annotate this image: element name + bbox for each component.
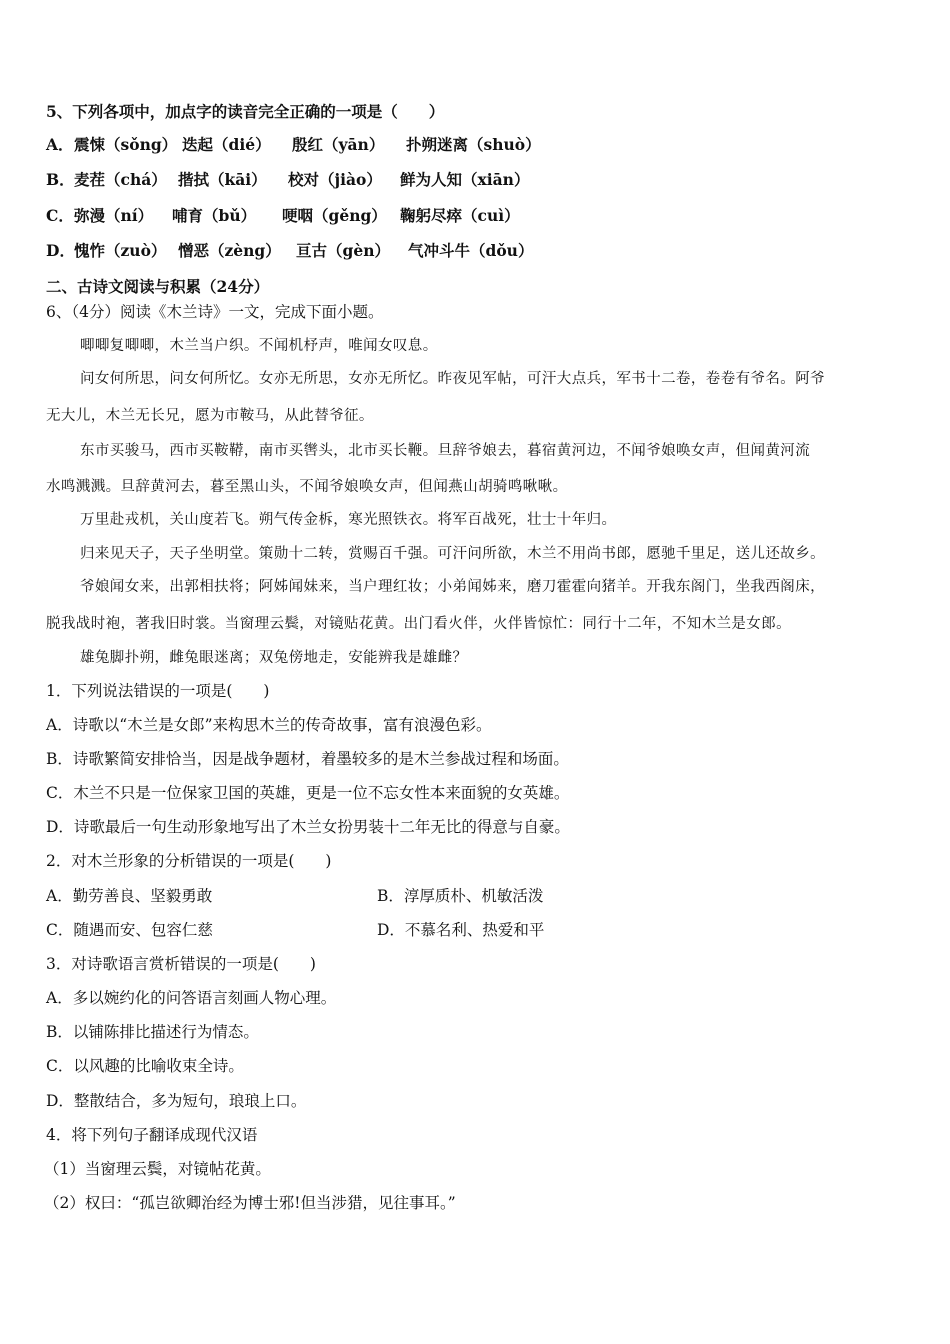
q5-option-a[interactable]: A． 震悚（sǒng） 迭起（dié） 殷红（yān） 扑朔迷离（shuò） bbox=[46, 135, 541, 154]
poem-line: 无大儿，木兰无长兄，愿为市鞍马，从此替爷征。 bbox=[46, 408, 374, 424]
q5-option-d[interactable]: D． 愧怍（zuò） 憎恶（zèng） 亘古（gèn） 气冲斗牛（dǒu） bbox=[46, 241, 534, 260]
poem-line: 唧唧复唧唧，木兰当户织。不闻机杼声，唯闻女叹息。 bbox=[80, 338, 438, 354]
sub4-item-2: （2）权曰：“孤岂欲卿治经为博士邪!但当涉猎，见往事耳。” bbox=[44, 1194, 456, 1212]
q5-option-b[interactable]: B． 麦茬（chá） 揩拭（kāi） 校对（jiào） 鲜为人知（xiān） bbox=[46, 170, 530, 189]
sub1-option-d[interactable]: D．诗歌最后一句生动形象地写出了木兰女扮男装十二年无比的得意与自豪。 bbox=[46, 818, 570, 836]
sub2-option-a[interactable]: A．勤劳善良、坚毅勇敢 bbox=[46, 887, 213, 905]
sub2-option-b[interactable]: B．淳厚质朴、机敏活泼 bbox=[377, 887, 544, 905]
poem-line: 水鸣溅溅。旦辞黄河去，暮至黑山头，不闻爷娘唤女声，但闻燕山胡骑鸣啾啾。 bbox=[46, 479, 568, 495]
sub2-option-d[interactable]: D．不慕名利、热爱和平 bbox=[377, 921, 545, 939]
sub1-option-c[interactable]: C．木兰不只是一位保家卫国的英雄，更是一位不忘女性本来面貌的女英雄。 bbox=[46, 784, 570, 802]
q6-stem: 6、（4分）阅读《木兰诗》一文，完成下面小题。 bbox=[46, 303, 384, 321]
poem-line: 归来见天子，天子坐明堂。策勋十二转，赏赐百千强。可汗问所欲，木兰不用尚书郎，愿驰千里足，送儿还故乡。 bbox=[80, 546, 825, 562]
sub2-stem: 2．对木兰形象的分析错误的一项是( ) bbox=[46, 852, 332, 870]
sub3-option-a[interactable]: A．多以婉约化的问答语言刻画人物心理。 bbox=[46, 989, 337, 1007]
poem-line: 雄兔脚扑朔，雌兔眼迷离；双兔傍地走，安能辨我是雄雌？ bbox=[80, 650, 468, 666]
poem-line: 爷娘闻女来，出郭相扶将；阿姊闻妹来，当户理红妆；小弟闻姊来，磨刀霍霍向猪羊。开我东阁门，坐我西阁床， bbox=[80, 579, 825, 595]
poem-line: 问女何所思，问女何所忆。女亦无所思，女亦无所忆。昨夜见军帖，可汗大点兵，军书十二卷，卷卷有爷名。阿爷 bbox=[80, 371, 825, 387]
sub3-option-d[interactable]: D．整散结合，多为短句，琅琅上口。 bbox=[46, 1092, 307, 1110]
sub1-option-b[interactable]: B．诗歌繁简安排恰当，因是战争题材，着墨较多的是木兰参战过程和场面。 bbox=[46, 750, 569, 768]
q5-stem: 5、下列各项中，加点字的读音完全正确的一项是（ ） bbox=[46, 102, 445, 121]
sub1-stem: 1．下列说法错误的一项是( ) bbox=[46, 682, 270, 700]
sub3-option-c[interactable]: C．以风趣的比喻收束全诗。 bbox=[46, 1057, 244, 1075]
sub3-option-b[interactable]: B．以铺陈排比描述行为情态。 bbox=[46, 1023, 259, 1041]
poem-line: 万里赴戎机，关山度若飞。朔气传金柝，寒光照铁衣。将军百战死，壮士十年归。 bbox=[80, 512, 617, 528]
sub1-option-a[interactable]: A．诗歌以“木兰是女郎”来构思木兰的传奇故事，富有浪漫色彩。 bbox=[46, 716, 492, 734]
sub2-option-c[interactable]: C．随遇而安、包容仁慈 bbox=[46, 921, 213, 939]
sub4-stem: 4．将下列句子翻译成现代汉语 bbox=[46, 1126, 258, 1144]
poem-line: 脱我战时袍，著我旧时裳。当窗理云鬓，对镜贴花黄。出门看火伴，火伴皆惊忙：同行十二年，不知木兰是女郎。 bbox=[46, 616, 791, 632]
sub4-item-1: （1）当窗理云鬓，对镜帖花黄。 bbox=[44, 1160, 271, 1178]
sub3-stem: 3．对诗歌语言赏析错误的一项是( ) bbox=[46, 955, 316, 973]
q5-option-c[interactable]: C． 弥漫（ní） 哺育（bǔ） 哽咽（gěng） 鞠躬尽瘁（cuì） bbox=[46, 206, 520, 225]
poem-line: 东市买骏马，西市买鞍鞯，南市买辔头，北市买长鞭。旦辞爷娘去，暮宿黄河边，不闻爷娘唤女声，但闻黄河流 bbox=[80, 443, 811, 459]
section-title: 二、古诗文阅读与积累（24分） bbox=[46, 277, 270, 296]
